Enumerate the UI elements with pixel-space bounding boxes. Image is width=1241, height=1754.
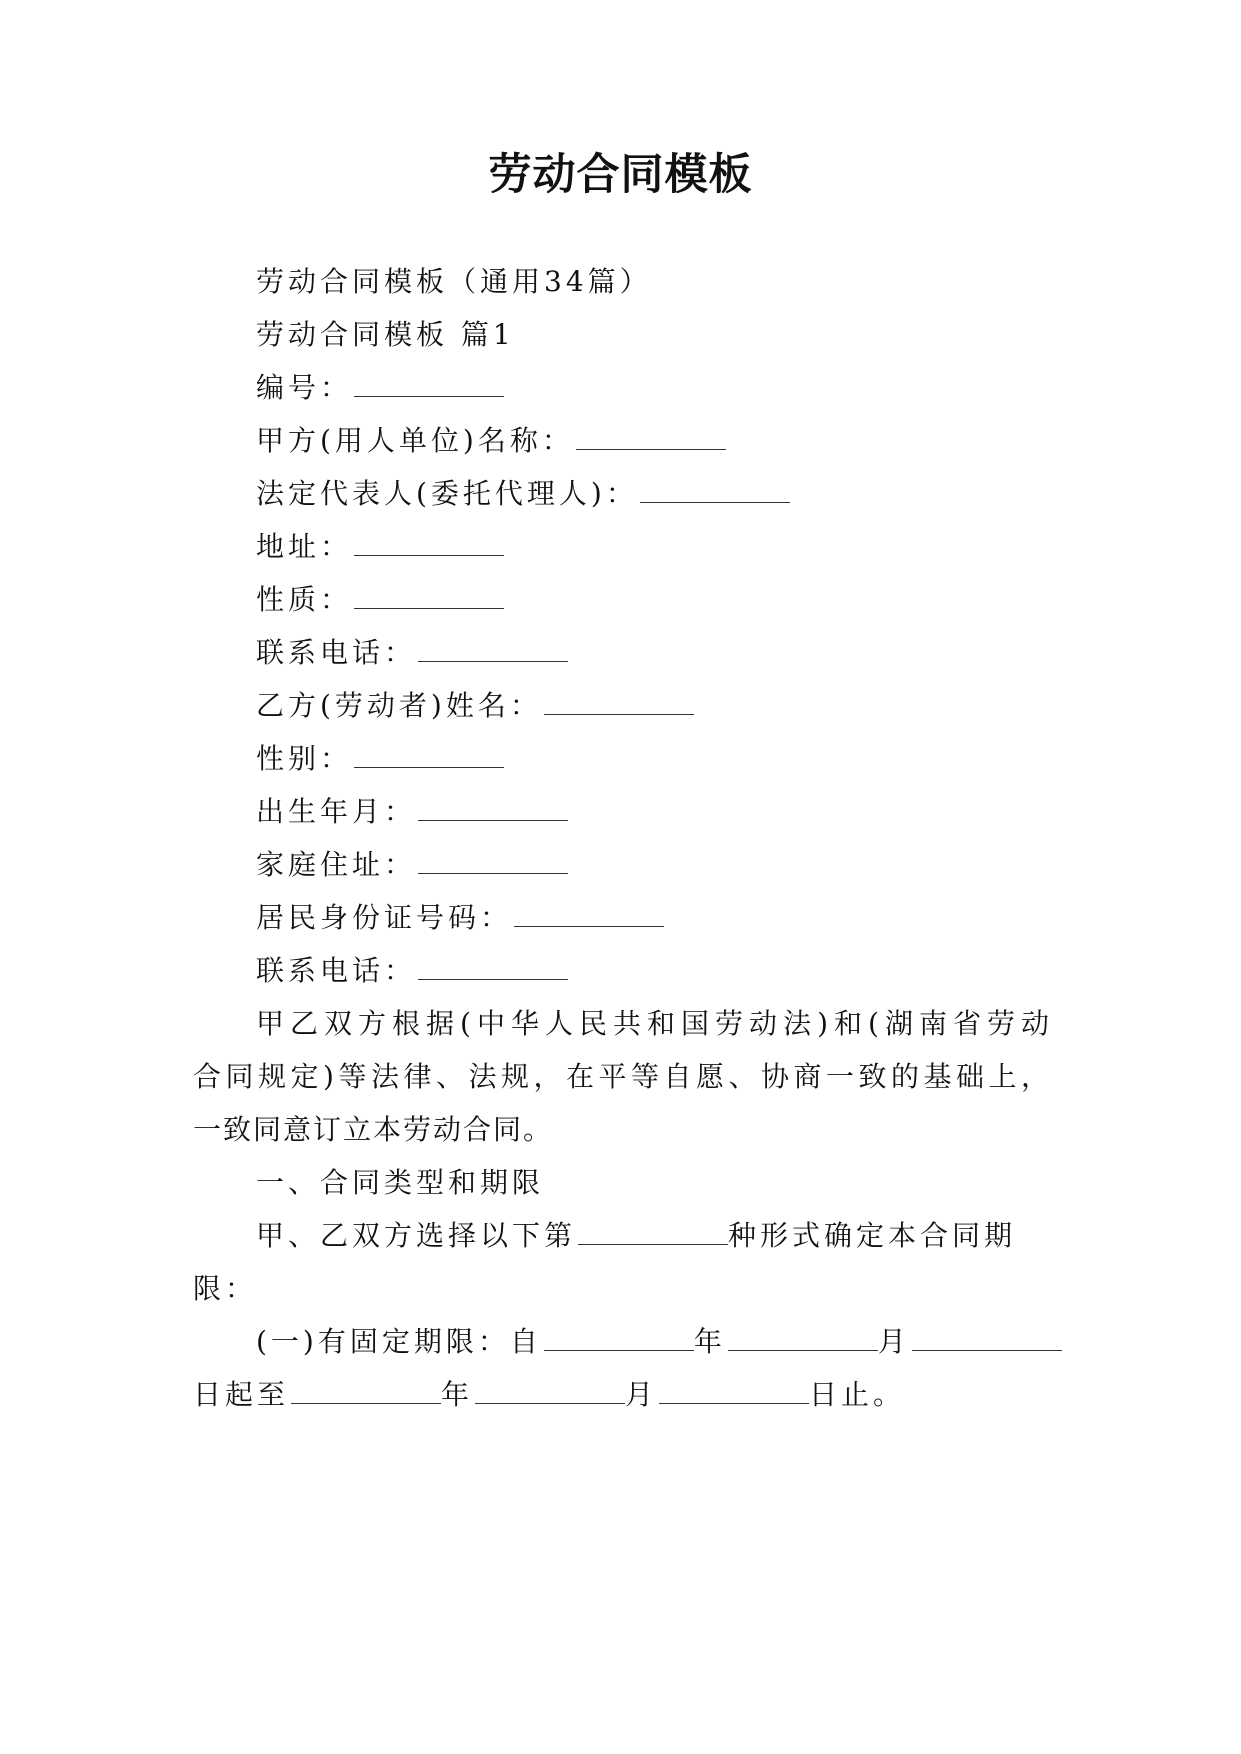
field-label: 地址： [256,530,353,563]
clause-text: 日止。 [809,1378,906,1411]
field-home-address [256,845,568,885]
fill-blank [659,1377,809,1404]
fill-blank [354,529,504,556]
clause-choose-line [256,1216,1016,1256]
field-id-number [256,898,664,938]
fill-blank [912,1324,1062,1351]
intro-paragraph-line: 一致同意订立本劳动合同。 [193,1113,554,1146]
field-label: 居民身份证号码： [256,901,513,934]
clause-heading: 一、合同类型和期限 [256,1166,545,1199]
fill-blank [354,741,504,768]
field-employer-address [256,527,504,567]
field-label: 出生年月： [256,795,417,828]
fixed-term-line-end [193,1375,905,1415]
field-employee-name [256,686,694,726]
field-label: 性别： [256,742,353,775]
fill-blank [578,1218,728,1245]
fill-blank [418,953,568,980]
fill-blank [418,635,568,662]
fixed-term-line [256,1322,1062,1362]
document-title: 劳动合同模板 [488,150,753,200]
field-employer-name [256,421,726,461]
clause-text: 甲、乙双方选择以下第 [256,1219,577,1252]
clause-text: 年 [441,1378,474,1411]
field-label: 甲方(用人单位)名称： [256,424,574,457]
fill-blank [418,847,568,874]
fill-blank [544,1324,694,1351]
field-employee-phone [256,951,568,991]
field-legal-representative [256,474,790,514]
clause-text: 月 [625,1378,658,1411]
field-label: 联系电话： [256,636,417,669]
document-subtitle: 劳动合同模板（通用34篇） [256,265,652,298]
field-birth-date [256,792,568,832]
field-employer-nature [256,580,504,620]
section-title: 劳动合同模板 篇1 [256,318,515,351]
field-label: 联系电话： [256,954,417,987]
clause-text: 月 [877,1325,910,1358]
fill-blank [354,582,504,609]
field-employer-phone [256,633,568,673]
clause-text: (一)有固定期限：自 [256,1325,542,1358]
field-gender [256,739,504,779]
intro-paragraph-line: 甲乙双方根据(中华人民共和国劳动法)和(湖南省劳动 [256,1007,1051,1040]
clause-text: 年 [693,1325,726,1358]
field-label: 乙方(劳动者)姓名： [256,689,542,722]
field-contract-number [256,368,504,408]
fill-blank [475,1377,625,1404]
fill-blank [418,794,568,821]
field-label: 编号： [256,371,353,404]
fill-blank [514,900,664,927]
clause-choose-line-end: 限： [193,1272,258,1305]
fill-blank [728,1324,878,1351]
fill-blank [640,476,790,503]
field-label: 法定代表人(委托代理人)： [256,477,638,510]
field-label: 家庭住址： [256,848,417,881]
fill-blank [291,1377,441,1404]
clause-text: 日起至 [193,1378,290,1411]
fill-blank [544,688,694,715]
intro-paragraph-line: 合同规定)等法律、法规，在平等自愿、协商一致的基础上， [193,1060,1051,1093]
clause-text: 种形式确定本合同期 [728,1219,1017,1252]
fill-blank [354,370,504,397]
field-label: 性质： [256,583,353,616]
fill-blank [576,423,726,450]
